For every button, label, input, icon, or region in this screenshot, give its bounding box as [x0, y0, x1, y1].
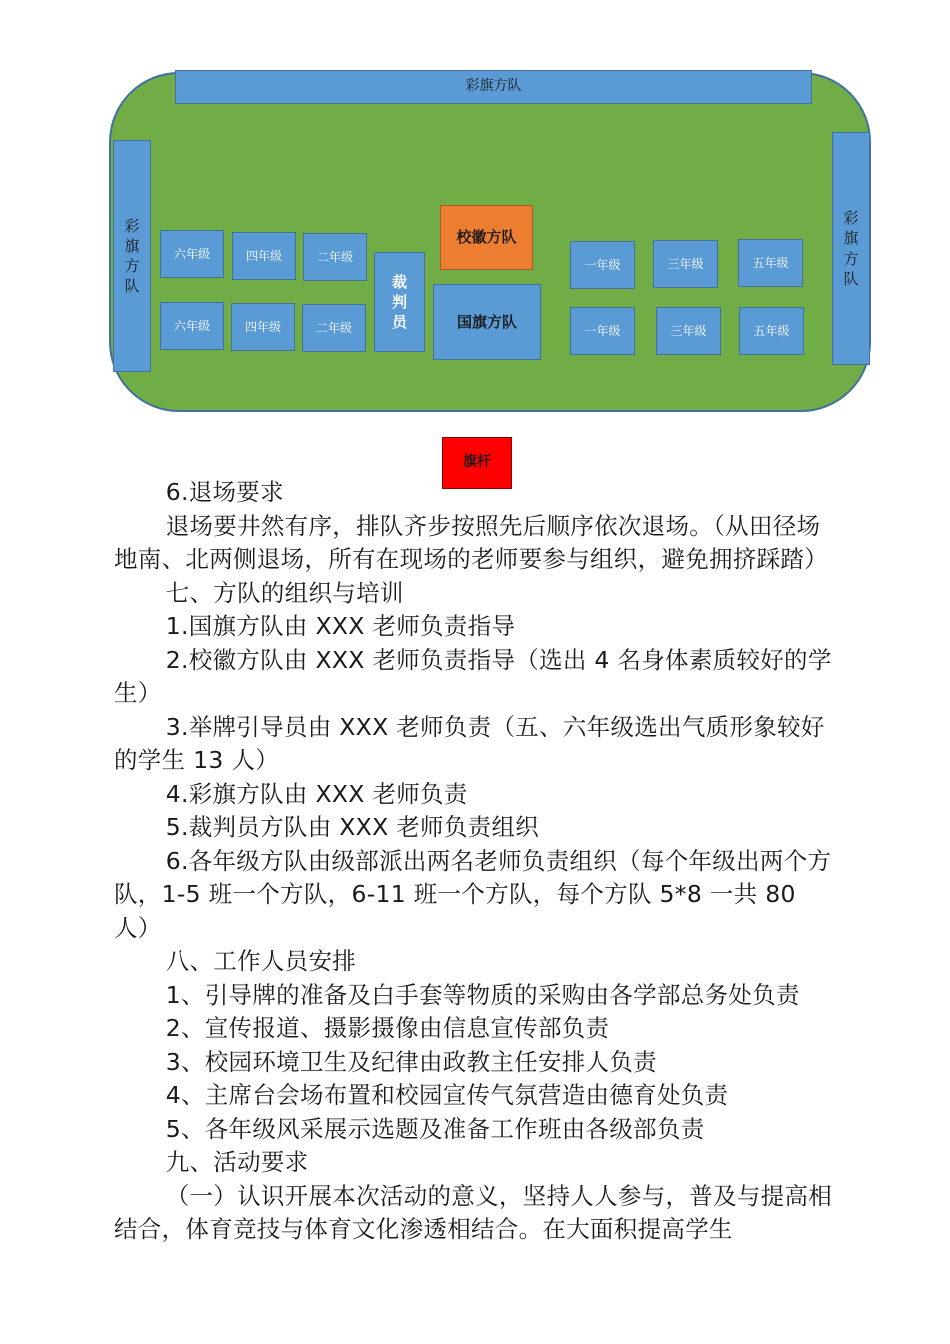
grade-5-squad-1: 五年级 [738, 239, 803, 287]
document-body [114, 476, 838, 1247]
grade-3-squad-2: 三年级 [656, 307, 721, 355]
grade-2-squad-1: 二年级 [303, 233, 367, 281]
flag-team-left: 彩旗方队 [113, 140, 151, 372]
referee-team: 裁判员 [374, 252, 425, 352]
list-item: 6.各年级方队由级部派出两名老师负责组织（每个年级出两个方队，1-5 班一个方队，6-11 班一个方队，每个方队 5*8 一共 80 人） [114, 846, 832, 942]
list-item: 1、引导牌的准备及白手套等物质的采购由各学部总务处负责 [165, 980, 800, 1009]
list-item: 3、校园环境卫生及纪律由政教主任安排人负责 [165, 1047, 657, 1076]
list-item: 5.裁判员方队由 XXX 老师负责组织 [165, 813, 540, 841]
grade-1-squad-2: 一年级 [570, 307, 635, 355]
list-item: 4.彩旗方队由 XXX 老师负责 [165, 779, 468, 808]
section-heading: 八、工作人员安排 [165, 947, 357, 975]
grade-6-squad-2: 六年级 [160, 302, 224, 350]
grade-3-squad-1: 三年级 [653, 240, 718, 288]
flagpole: 旗杆 [442, 437, 512, 489]
grade-4-squad-2: 四年级 [231, 303, 295, 351]
national-flag-team: 国旗方队 [433, 284, 541, 360]
grade-4-squad-1: 四年级 [232, 232, 296, 280]
grade-6-squad-1: 六年级 [160, 230, 224, 278]
list-item: 4、主席台会场布置和校园宣传气氛营造由德育处负责 [165, 1081, 729, 1109]
grade-1-squad-1: 一年级 [570, 241, 635, 289]
grade-2-squad-2: 二年级 [302, 304, 366, 352]
section-heading: 七、方队的组织与培训 [165, 578, 404, 607]
paragraph: （一）认识开展本次活动的意义，坚持人人参与，普及与提高相结合，体育竞技与体育文化渗透相结合。在大面积提高学生 [114, 1181, 833, 1243]
flag-team-right: 彩旗方队 [832, 132, 870, 365]
list-item: 3.举牌引导员由 XXX 老师负责（五、六年级选出气质形象较好的学生 13 人） [114, 712, 825, 774]
list-item: 1.国旗方队由 XXX 老师负责指导 [165, 612, 516, 640]
section-heading: 6.退场要求 [165, 478, 284, 506]
section-heading: 九、活动要求 [165, 1148, 309, 1176]
grade-5-squad-2: 五年级 [739, 307, 804, 355]
list-item: 2、宣传报道、摄影摄像由信息宣传部负责 [165, 1014, 610, 1042]
list-item: 5、各年级风采展示选题及准备工作班由各级部负责 [165, 1114, 705, 1143]
flag-team-top: 彩旗方队 [175, 70, 812, 104]
paragraph: 退场要井然有序，排队齐步按照先后顺序依次退场。（从田径场地南、北两侧退场，所有在现场的老师要参与组织，避免拥挤踩踏） [114, 511, 828, 573]
school-emblem-team: 校徽方队 [440, 205, 533, 270]
list-item: 2.校徽方队由 XXX 老师负责指导（选出 4 名身体素质较好的学生） [114, 645, 832, 707]
